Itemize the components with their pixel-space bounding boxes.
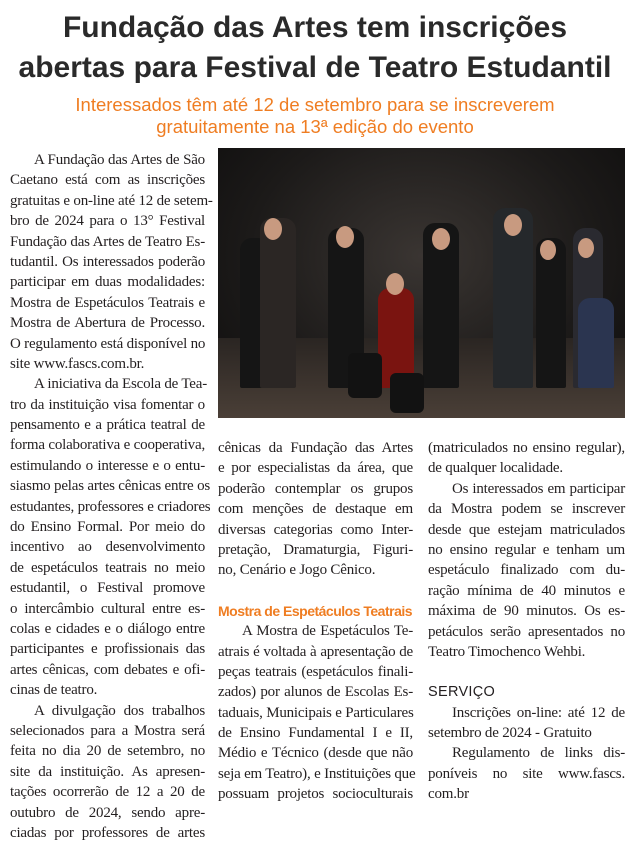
paragraph bbox=[10, 701, 205, 843]
text-line: zados) por alunos de Escolas Es- bbox=[218, 684, 413, 701]
text-line: tro da instituição visa fomentar o bbox=[10, 396, 205, 413]
text-line: A iniciativa da Escola de Tea- bbox=[34, 376, 208, 393]
text-line: gratuitas e on-line até 12 de setem- bbox=[10, 192, 213, 209]
text-line: de qualquer localidade. bbox=[428, 460, 563, 477]
spacer bbox=[428, 662, 625, 682]
performer-head bbox=[432, 228, 450, 250]
text-line: Fundação das Artes de Teatro Es- bbox=[10, 233, 205, 250]
text-line: feita no dia 20 de setembro, no bbox=[10, 743, 205, 760]
text-line: Inscrições on-line: até 12 de bbox=[452, 704, 625, 721]
text-line: Regulamento de links dis- bbox=[452, 745, 625, 762]
text-line: tações ocorrerão de 12 a 20 de bbox=[10, 784, 205, 801]
text-line: no, Cenário e Jogo Cênico. bbox=[218, 562, 376, 579]
performer bbox=[536, 238, 566, 388]
text-line: petáculos serão apresentados no bbox=[428, 623, 625, 640]
text-line: site www.fascs.com.br. bbox=[10, 355, 145, 372]
text-line: Médio e Técnico (desde que não bbox=[218, 745, 413, 762]
performer-head bbox=[386, 273, 404, 295]
text-line: máxima de 90 minutos. Os es- bbox=[428, 603, 625, 620]
paragraph bbox=[428, 479, 625, 663]
performer-head bbox=[578, 238, 594, 258]
performer-head bbox=[264, 218, 282, 240]
article-photo bbox=[218, 148, 625, 418]
text-line: ração mínima de 40 minutos e bbox=[428, 582, 625, 599]
text-line: no ensino regular e tenham um bbox=[428, 541, 625, 558]
text-line: Mostra de Espetáculos Teatrais e bbox=[10, 294, 205, 311]
text-line: estudantil, o Festival promove bbox=[10, 580, 205, 597]
performer-head bbox=[540, 240, 556, 260]
paragraph bbox=[218, 438, 413, 581]
text-line: ciadas por professores de artes bbox=[10, 824, 205, 841]
text-line: A Mostra de Espetáculos Te- bbox=[242, 623, 413, 640]
performer-head bbox=[504, 214, 522, 236]
text-line: selecionados para a Mostra será bbox=[10, 722, 205, 739]
subheadline-line-2: gratuitamente na 13ª edição do evento bbox=[156, 116, 474, 137]
article-column-1 bbox=[10, 150, 213, 843]
text-line: com.br bbox=[428, 786, 469, 803]
text-line: estudantes, professores e criadores bbox=[10, 498, 211, 515]
text-line: incentivo ao desenvolvimento bbox=[10, 539, 205, 556]
text-line: atrais é voltada à apresentação de bbox=[218, 643, 413, 660]
paragraph bbox=[218, 621, 416, 805]
paragraph bbox=[10, 374, 211, 700]
text-line: tudantil. Os interessados poderão bbox=[10, 253, 205, 270]
text-line: pretação, Dramaturgia, Figuri- bbox=[218, 541, 413, 558]
text-line: poderão contemplar os grupos bbox=[218, 480, 413, 497]
text-line: O regulamento está disponível no bbox=[10, 335, 206, 352]
text-line: possuam projetos socioculturais bbox=[218, 786, 413, 803]
paragraph bbox=[10, 150, 213, 374]
text-line: espetáculo finalizado com du- bbox=[428, 562, 625, 579]
text-line: outubro de 2024, sendo apre- bbox=[10, 804, 205, 821]
text-line: desde que estejam matriculados bbox=[428, 521, 625, 538]
paragraph bbox=[428, 438, 625, 479]
text-line: A Fundação das Artes de São bbox=[34, 152, 205, 168]
text-line: taduais, Municipais e Particulares bbox=[218, 704, 414, 721]
text-line: seja em Teatro), e Instituições que bbox=[218, 765, 416, 782]
text-line: Caetano está com as inscrições bbox=[10, 172, 205, 189]
text-line: colas e cidades e o diálogo entre bbox=[10, 620, 205, 637]
text-line: o intercâmbio cultural entre es- bbox=[10, 600, 205, 617]
text-line: de Ensino Fundamental I e II, bbox=[218, 725, 413, 742]
text-line: de espetáculos teatrais no meio bbox=[10, 559, 205, 576]
text-line: e por especialistas da área, que bbox=[218, 460, 413, 477]
text-line: site da instituição. As apresen- bbox=[10, 763, 205, 780]
text-line: cênicas da Fundação das Artes bbox=[218, 440, 413, 456]
performer bbox=[260, 218, 296, 388]
text-line: setembro de 2024 - Gratuito bbox=[428, 725, 592, 742]
article-column-2 bbox=[218, 438, 416, 805]
text-line: Mostra de Abertura de Processo. bbox=[10, 315, 205, 332]
text-line: peças teatrais (espetáculos finali- bbox=[218, 663, 413, 680]
text-line: A divulgação dos trabalhos bbox=[34, 702, 205, 719]
headline-line-1: Fundação das Artes tem inscrições bbox=[62, 11, 568, 44]
spacer bbox=[218, 581, 413, 601]
text-line: Teatro Timochenco Wehbi. bbox=[428, 643, 586, 660]
text-line: com menções de destaque em bbox=[218, 501, 413, 518]
text-line: pensamento e a prática teatral de bbox=[10, 417, 205, 434]
performer bbox=[578, 298, 614, 388]
section-heading: Mostra de Espetáculos Teatrais bbox=[218, 602, 413, 619]
text-line: bro de 2024 para o 13° Festival bbox=[10, 213, 205, 230]
text-line: participantes e profissionais das bbox=[10, 641, 205, 658]
article-column-3 bbox=[428, 438, 625, 805]
text-line: siasmo pelas artes cênicas entre os bbox=[10, 478, 211, 495]
headline-line-2: abertas para Festival de Teatro Estudantil bbox=[18, 51, 612, 84]
text-line: participar em duas modalidades: bbox=[10, 274, 205, 291]
text-line: artes cênicas, com debates e ofi- bbox=[10, 661, 205, 678]
paragraph bbox=[428, 743, 625, 804]
stage-stool bbox=[348, 353, 382, 398]
text-line: Os interessados em participar bbox=[452, 480, 625, 497]
text-line: do Ensino Formal. Por meio do bbox=[10, 519, 205, 536]
service-heading: SERVIÇO bbox=[428, 684, 496, 701]
text-line: estimulando o interesse e o entu- bbox=[10, 457, 205, 474]
text-line: poníveis no site www.fascs. bbox=[428, 765, 625, 782]
text-line: forma colaborativa e cooperativa, bbox=[10, 437, 205, 454]
text-line: cinas de teatro. bbox=[10, 682, 98, 699]
text-line: diversas categorias como Inter- bbox=[218, 521, 413, 538]
subheadline-line-1: Interessados têm até 12 de setembro para se inscreverem bbox=[75, 94, 555, 115]
stage-stool bbox=[390, 373, 424, 413]
paragraph bbox=[428, 703, 625, 744]
performer-head bbox=[336, 226, 354, 248]
text-line: (matriculados no ensino regular), bbox=[428, 440, 625, 456]
text-line: da Mostra podem se inscrever bbox=[428, 501, 625, 518]
